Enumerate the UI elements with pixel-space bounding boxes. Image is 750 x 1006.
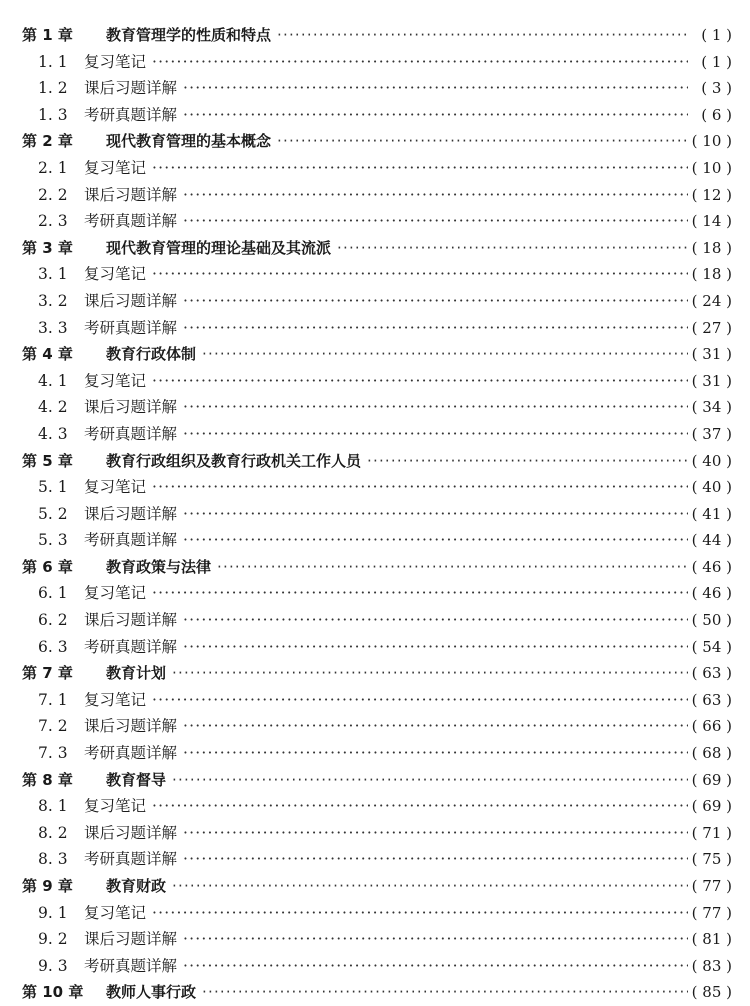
section-title: 考研真题详解 — [84, 424, 178, 443]
chapter-number: 第 3 章 — [22, 238, 73, 257]
chapter-title: 教育管理学的性质和特点 — [106, 26, 272, 44]
page-number: ( 6 ) — [701, 105, 732, 124]
page-number: ( 46 ) — [691, 557, 732, 576]
section-number: 8. 1 — [38, 797, 68, 816]
dot-leader — [183, 527, 688, 554]
section-title: 考研真题详解 — [84, 744, 178, 763]
page-number: ( 3 ) — [701, 79, 732, 98]
section-title: 课后习题详解 — [84, 717, 178, 736]
chapter-number: 第 1 章 — [22, 26, 73, 44]
toc-chapter-1[interactable] — [22, 22, 732, 49]
section-title: 考研真题详解 — [84, 212, 178, 231]
dot-leader — [183, 208, 688, 235]
page-number: ( 63 ) — [691, 664, 732, 683]
dot-leader — [217, 554, 688, 581]
dot-leader — [202, 341, 688, 368]
chapter-title: 教育财政 — [106, 877, 167, 895]
dot-leader — [152, 900, 688, 927]
toc-chapter-6[interactable] — [22, 554, 732, 581]
dot-leader — [152, 261, 688, 288]
dot-leader — [172, 873, 688, 900]
dot-leader — [183, 634, 688, 661]
dot-leader — [183, 182, 688, 209]
toc-section-4-1[interactable] — [22, 368, 732, 395]
page-number: ( 10 ) — [691, 132, 732, 151]
section-number: 2. 2 — [38, 185, 68, 204]
dot-leader — [183, 926, 688, 953]
dot-leader — [183, 421, 688, 448]
section-title: 复习笔记 — [84, 371, 147, 390]
page-number: ( 69 ) — [691, 797, 732, 816]
dot-leader — [183, 102, 688, 129]
dot-leader — [183, 75, 688, 102]
toc-section-9-2[interactable] — [22, 926, 732, 953]
dot-leader — [183, 315, 688, 342]
section-title: 考研真题详解 — [84, 956, 178, 975]
page-number: ( 40 ) — [691, 451, 732, 470]
chapter-title: 现代教育管理的理论基础及其流派 — [106, 238, 332, 257]
toc-section-3-2[interactable] — [22, 288, 732, 315]
section-number: 4. 3 — [38, 424, 68, 443]
page-number: ( 75 ) — [691, 850, 732, 869]
toc-section-7-2[interactable] — [22, 713, 732, 740]
page-number: ( 1 ) — [701, 26, 732, 44]
dot-leader — [183, 288, 688, 315]
section-number: 9. 1 — [38, 903, 68, 922]
section-title: 课后习题详解 — [84, 398, 178, 417]
toc-section-5-2[interactable] — [22, 501, 732, 528]
toc-chapter-2[interactable] — [22, 128, 732, 155]
page-number: ( 77 ) — [691, 903, 732, 922]
page-number: ( 85 ) — [691, 983, 732, 1002]
section-title: 课后习题详解 — [84, 823, 178, 842]
toc-section-1-3[interactable] — [22, 102, 732, 129]
dot-leader — [152, 687, 688, 714]
toc-chapter-4[interactable] — [22, 341, 732, 368]
section-title: 课后习题详解 — [84, 930, 178, 949]
page-number: ( 14 ) — [691, 212, 732, 231]
section-title: 复习笔记 — [84, 903, 147, 922]
toc-section-4-2[interactable] — [22, 394, 732, 421]
page-number: ( 68 ) — [691, 744, 732, 763]
dot-leader — [337, 235, 688, 262]
page-number: ( 83 ) — [691, 956, 732, 975]
section-number: 3. 2 — [38, 291, 68, 310]
dot-leader — [183, 713, 688, 740]
section-number: 4. 2 — [38, 398, 68, 417]
page-number: ( 34 ) — [691, 398, 732, 417]
chapter-number: 第 9 章 — [22, 877, 73, 895]
toc-chapter-8[interactable] — [22, 767, 732, 794]
toc-section-8-3[interactable] — [22, 846, 732, 873]
dot-leader — [152, 155, 688, 182]
section-number: 3. 3 — [38, 318, 68, 337]
page-number: ( 18 ) — [691, 238, 732, 257]
chapter-title: 教师人事行政 — [106, 983, 197, 1002]
page-number: ( 71 ) — [691, 823, 732, 842]
section-title: 考研真题详解 — [84, 318, 178, 337]
section-number: 1. 3 — [38, 105, 68, 124]
section-title: 课后习题详解 — [84, 79, 178, 98]
page-number: ( 54 ) — [691, 637, 732, 656]
chapter-number: 第 4 章 — [22, 345, 73, 364]
page-number: ( 27 ) — [691, 318, 732, 337]
page-number: ( 31 ) — [691, 345, 732, 364]
page-number: ( 81 ) — [691, 930, 732, 949]
section-title: 复习笔记 — [84, 584, 147, 603]
dot-leader — [183, 846, 688, 873]
section-number: 7. 2 — [38, 717, 68, 736]
page-number: ( 63 ) — [691, 690, 732, 709]
page-number: ( 1 ) — [701, 52, 732, 71]
section-number: 9. 3 — [38, 956, 68, 975]
chapter-title: 教育行政体制 — [106, 345, 197, 364]
toc-chapter-7[interactable] — [22, 660, 732, 687]
dot-leader — [183, 607, 688, 634]
dot-leader — [183, 394, 688, 421]
page-number: ( 41 ) — [691, 504, 732, 523]
chapter-title: 教育计划 — [106, 664, 167, 683]
dot-leader — [172, 660, 688, 687]
chapter-title: 现代教育管理的基本概念 — [106, 132, 272, 151]
toc-section-9-1[interactable] — [22, 900, 732, 927]
section-number: 5. 1 — [38, 478, 68, 497]
section-number: 2. 3 — [38, 212, 68, 231]
chapter-number: 第 2 章 — [22, 132, 73, 151]
section-title: 复习笔记 — [84, 52, 147, 71]
dot-leader — [183, 740, 688, 767]
toc-section-7-1[interactable] — [22, 687, 732, 714]
dot-leader — [183, 820, 688, 847]
dot-leader — [152, 368, 688, 395]
dot-leader — [152, 49, 688, 76]
section-number: 5. 3 — [38, 531, 68, 550]
chapter-number: 第 8 章 — [22, 770, 73, 789]
page-number: ( 66 ) — [691, 717, 732, 736]
section-number: 2. 1 — [38, 158, 68, 177]
section-number: 6. 1 — [38, 584, 68, 603]
page-number: ( 69 ) — [691, 770, 732, 789]
chapter-number: 第 5 章 — [22, 451, 73, 470]
section-title: 复习笔记 — [84, 478, 147, 497]
toc-chapter-3[interactable] — [22, 235, 732, 262]
toc-section-6-3[interactable] — [22, 634, 732, 661]
section-number: 9. 2 — [38, 930, 68, 949]
toc-section-6-1[interactable] — [22, 580, 732, 607]
section-title: 考研真题详解 — [84, 531, 178, 550]
page-number: ( 37 ) — [691, 424, 732, 443]
chapter-number: 第 10 章 — [22, 983, 84, 1002]
toc-section-3-3[interactable] — [22, 315, 732, 342]
page-number: ( 50 ) — [691, 611, 732, 630]
page-number: ( 18 ) — [691, 265, 732, 284]
toc-section-2-3[interactable] — [22, 208, 732, 235]
toc-section-6-2[interactable] — [22, 607, 732, 634]
toc-section-9-3[interactable] — [22, 953, 732, 980]
section-number: 1. 1 — [38, 52, 68, 71]
page-number: ( 24 ) — [691, 291, 732, 310]
toc-section-5-3[interactable] — [22, 527, 732, 554]
page-number: ( 10 ) — [691, 158, 732, 177]
toc-section-8-2[interactable] — [22, 820, 732, 847]
section-number: 6. 3 — [38, 637, 68, 656]
toc-chapter-5[interactable] — [22, 448, 732, 475]
chapter-number: 第 6 章 — [22, 557, 73, 576]
dot-leader — [183, 953, 688, 980]
section-title: 复习笔记 — [84, 797, 147, 816]
toc-section-2-1[interactable] — [22, 155, 732, 182]
toc-section-8-1[interactable] — [22, 793, 732, 820]
toc-section-5-1[interactable] — [22, 474, 732, 501]
chapter-title: 教育督导 — [106, 770, 167, 789]
toc-section-3-1[interactable] — [22, 261, 732, 288]
toc-section-2-2[interactable] — [22, 182, 732, 209]
section-title: 课后习题详解 — [84, 611, 178, 630]
section-number: 3. 1 — [38, 265, 68, 284]
chapter-title: 教育行政组织及教育行政机关工作人员 — [106, 451, 362, 470]
page-number: ( 12 ) — [691, 185, 732, 204]
section-title: 课后习题详解 — [84, 185, 178, 204]
section-number: 7. 1 — [38, 690, 68, 709]
section-number: 7. 3 — [38, 744, 68, 763]
page-number: ( 31 ) — [691, 371, 732, 390]
dot-leader — [367, 448, 688, 475]
page-number: ( 44 ) — [691, 531, 732, 550]
page-number: ( 46 ) — [691, 584, 732, 603]
chapter-number: 第 7 章 — [22, 664, 73, 683]
section-number: 8. 2 — [38, 823, 68, 842]
section-title: 考研真题详解 — [84, 850, 178, 869]
dot-leader — [152, 474, 688, 501]
dot-leader — [277, 22, 688, 49]
dot-leader — [152, 580, 688, 607]
dot-leader — [183, 501, 688, 528]
section-title: 课后习题详解 — [84, 504, 178, 523]
section-title: 考研真题详解 — [84, 637, 178, 656]
page-number: ( 40 ) — [691, 478, 732, 497]
toc-chapter-9[interactable] — [22, 873, 732, 900]
section-number: 6. 2 — [38, 611, 68, 630]
page-number: ( 77 ) — [691, 877, 732, 895]
toc-section-1-1[interactable] — [22, 49, 732, 76]
section-number: 4. 1 — [38, 371, 68, 390]
section-title: 考研真题详解 — [84, 105, 178, 124]
chapter-title: 教育政策与法律 — [106, 557, 212, 576]
section-title: 复习笔记 — [84, 690, 147, 709]
toc-section-4-3[interactable] — [22, 421, 732, 448]
dot-leader — [172, 767, 688, 794]
toc-section-1-2[interactable] — [22, 75, 732, 102]
toc-section-7-3[interactable] — [22, 740, 732, 767]
section-title: 复习笔记 — [84, 265, 147, 284]
section-title: 课后习题详解 — [84, 291, 178, 310]
dot-leader — [152, 793, 688, 820]
section-number: 1. 2 — [38, 79, 68, 98]
dot-leader — [277, 128, 688, 155]
section-title: 复习笔记 — [84, 158, 147, 177]
section-number: 5. 2 — [38, 504, 68, 523]
section-number: 8. 3 — [38, 850, 68, 869]
